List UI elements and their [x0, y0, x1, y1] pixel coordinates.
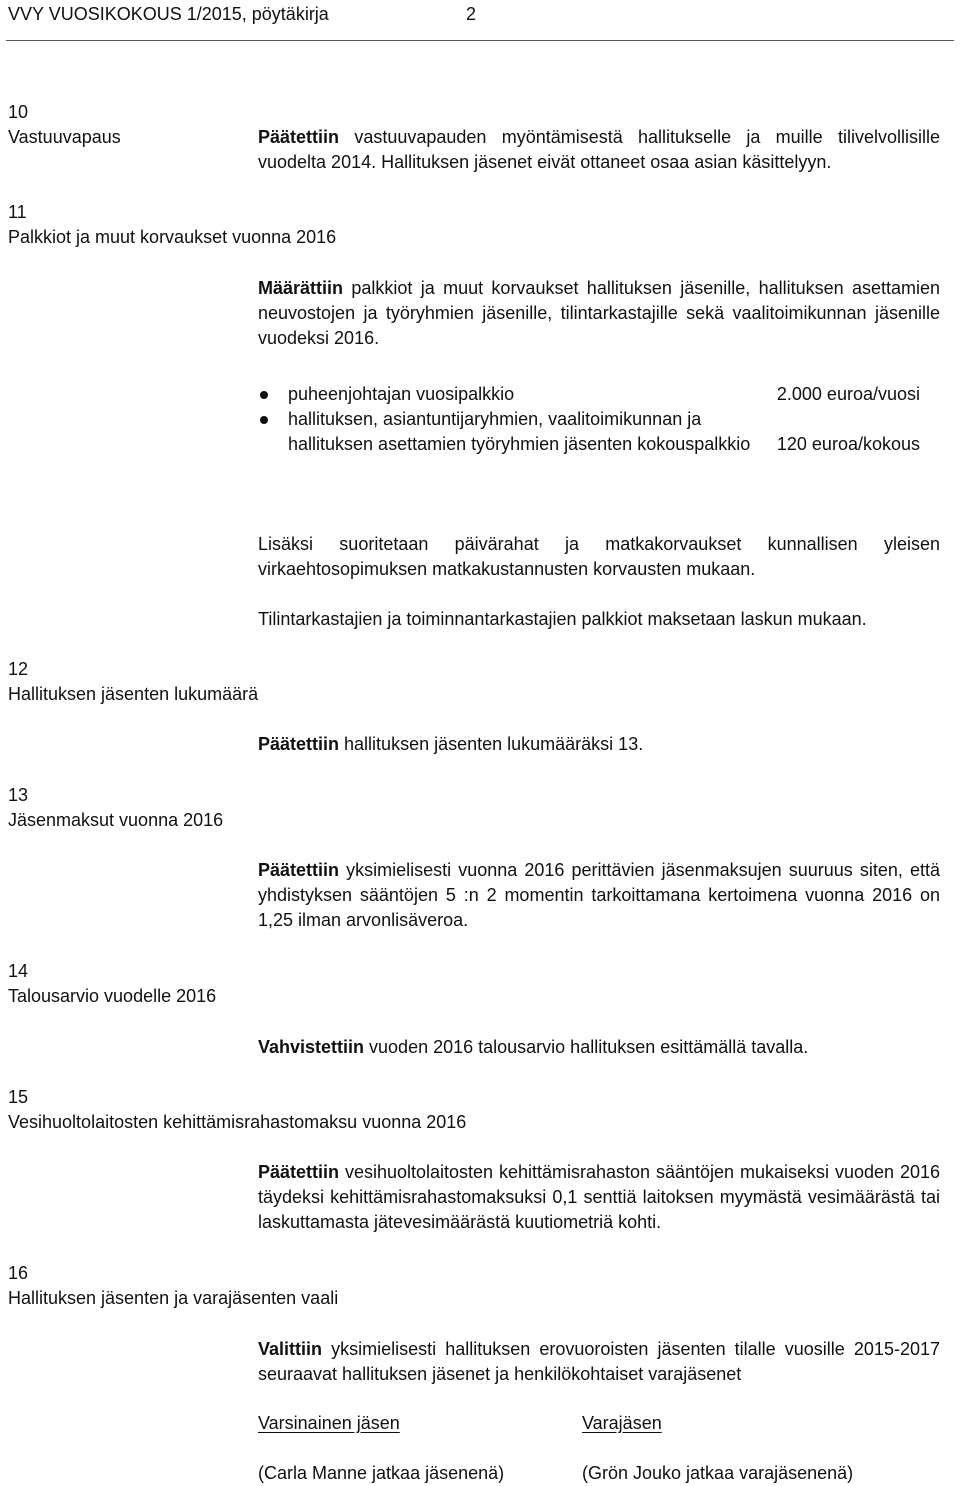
list-item	[258, 382, 930, 407]
decision-keyword: Vahvistettiin	[258, 1037, 365, 1057]
column-header-member: Varsinainen jäsen	[258, 1413, 400, 1433]
section-body	[258, 858, 940, 933]
section-title: Vastuuvapaus	[8, 127, 121, 147]
document-title: VVY VUOSIKOKOUS 1/2015, pöytäkirja	[8, 4, 329, 24]
section-title: Vesihuoltolaitosten kehittämisrahastomaksu vuonna 2016	[8, 1112, 467, 1132]
section-number: 14	[8, 961, 29, 981]
decision-keyword: Päätettiin	[258, 1162, 340, 1182]
section-number: 11	[8, 202, 27, 222]
section-title: Hallituksen jäsenten lukumäärä	[8, 684, 259, 704]
section-title: Hallituksen jäsenten ja varajäsenten vaali	[8, 1288, 339, 1308]
page-number: 2	[466, 4, 477, 24]
section-number: 16	[8, 1263, 29, 1283]
section-number: 10	[8, 102, 29, 122]
section-body	[258, 125, 940, 175]
section-number: 13	[8, 785, 29, 805]
section-title: Palkkiot ja muut korvaukset vuonna 2016	[8, 227, 337, 247]
decision-text: yksimielisesti vuonna 2016 perittävien jäsenmaksujen suuruus siten, että yhdistyksen sääntöjen 5 :n 2 momentin tarkoittamana kertoimena vuonna 2016 on 1,25 ilman arvonlisäveroa.	[258, 860, 940, 930]
fee-list	[258, 382, 930, 457]
decision-text: vastuuvapauden myöntämisestä hallitukselle ja muille tilivelvollisille vuodelta 2014. Hallituksen jäsenet eivät ottaneet osaa asian käsittelyyn.	[258, 127, 940, 172]
section-title: Jäsenmaksut vuonna 2016	[8, 810, 224, 830]
decision-text: hallituksen jäsenten lukumääräksi 13.	[339, 734, 644, 754]
decision-text: vesihuoltolaitosten kehittämisrahaston sääntöjen mukaiseksi vuoden 2016 täydeksi kehittämisrahastomaksuksi 0,1 senttiä laitoksen myymästä vesimäärästä tai laskuttamasta jätevesimäärästä kuutiometriä kohti.	[258, 1162, 940, 1232]
header-divider	[6, 40, 954, 41]
page-header	[8, 2, 948, 30]
decision-keyword: Päätettiin	[258, 860, 340, 880]
fee-label: puheenjohtajan vuosipalkkio	[288, 384, 515, 404]
allowance-paragraph: Lisäksi suoritetaan päivärahat ja matkakorvaukset kunnallisen yleisen virkaehtosopimuksen matkakustannusten korvausten mukaan.	[258, 534, 940, 579]
auditor-fee-paragraph: Tilintarkastajien ja toiminnantarkastajien palkkiot maksetaan laskun mukaan.	[258, 609, 867, 629]
section-body	[258, 732, 940, 757]
bullet-icon	[260, 391, 268, 399]
deputy-cell: (Grön Jouko jatkaa varajäsenenä)	[582, 1463, 854, 1483]
member-cell: (Carla Manne jatkaa jäsenenä)	[258, 1463, 505, 1483]
fee-label: hallituksen, asiantuntijaryhmien, vaalitoimikunnan ja hallituksen asettamien työryhmien jäsenten kokouspalkkio	[288, 409, 751, 454]
decision-text: palkkiot ja muut korvaukset hallituksen jäsenille, hallituksen asettamien neuvostojen ja työryhmien jäsenille, tilintarkastajille sekä vaalitoimikunnan jäsenille vuodeksi 2016.	[258, 278, 940, 348]
column-header-deputy: Varajäsen	[582, 1413, 662, 1433]
section-number: 15	[8, 1087, 29, 1107]
decision-text: yksimielisesti hallituksen erovuoroisten jäsenten tilalle vuosille 2015-2017 seuraavat hallituksen jäsenet ja henkilökohtaiset varajäsenet	[258, 1339, 940, 1384]
decision-keyword: Päätettiin	[258, 734, 340, 754]
decision-keyword: Valittiin	[258, 1339, 323, 1359]
list-item	[258, 407, 930, 457]
section-body	[258, 1160, 940, 1235]
section-title: Talousarvio vuodelle 2016	[8, 986, 217, 1006]
section-number: 12	[8, 659, 29, 679]
section-body	[258, 276, 940, 351]
bullet-icon	[260, 416, 268, 424]
fee-value: 2.000 euroa/vuosi	[776, 384, 920, 404]
fee-value: 120 euroa/kokous	[776, 434, 920, 454]
section-body	[258, 1337, 940, 1387]
decision-text: vuoden 2016 talousarvio hallituksen esittämällä tavalla.	[364, 1037, 809, 1057]
decision-keyword: Määrättiin	[258, 278, 344, 298]
decision-keyword: Päätettiin	[258, 127, 340, 147]
section-body	[258, 1035, 940, 1060]
